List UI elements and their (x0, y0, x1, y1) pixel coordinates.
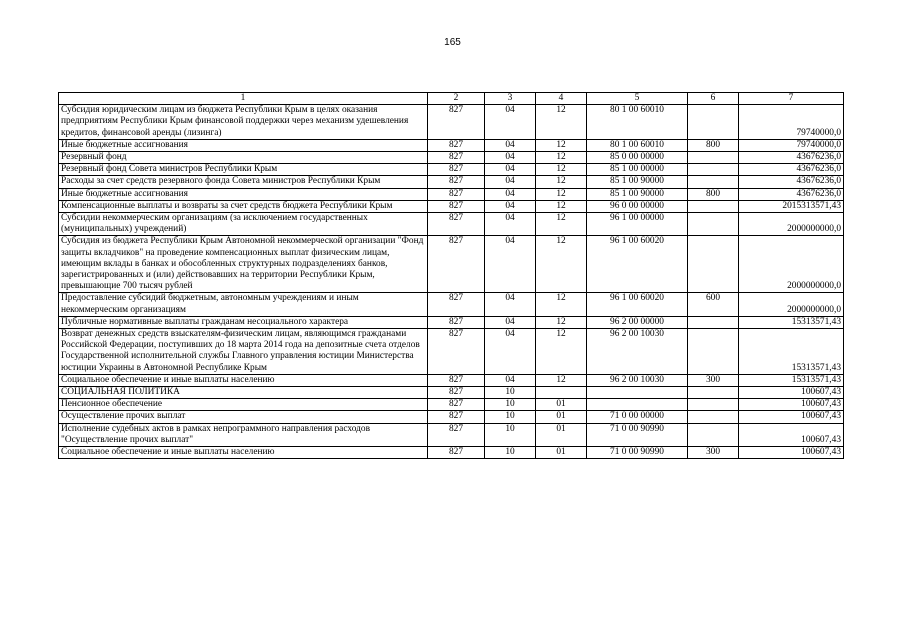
row-subsection-cell: 12 (536, 152, 587, 164)
row-subsection-cell: 12 (536, 188, 587, 200)
row-section-cell: 04 (485, 213, 536, 236)
row-amount-cell: 43676236,0 (739, 176, 844, 188)
row-amount-cell: 2015313571,43 (739, 200, 844, 212)
table-row (59, 316, 844, 328)
row-amount-cell: 100607,43 (739, 387, 844, 399)
row-subsection-cell (536, 387, 587, 399)
row-expense-type-cell: 800 (688, 139, 739, 151)
table-row (59, 411, 844, 423)
header-cell-5: 5 (587, 93, 688, 105)
row-ministry-code-cell: 827 (428, 316, 485, 328)
row-ministry-code-cell: 827 (428, 236, 485, 293)
row-ministry-code-cell: 827 (428, 411, 485, 423)
row-expense-type-cell: 300 (688, 447, 739, 459)
row-amount-cell: 43676236,0 (739, 152, 844, 164)
row-ministry-code-cell: 827 (428, 188, 485, 200)
table-row (59, 329, 844, 375)
row-name-cell: Предоставление субсидий бюджетным, автономным учреждениям и иным некоммерческим организациям (59, 293, 428, 316)
table-row (59, 447, 844, 459)
row-subsection-cell: 12 (536, 236, 587, 293)
row-section-cell: 04 (485, 105, 536, 140)
row-name-cell: Компенсационные выплаты и возвраты за счет средств бюджета Республики Крым (59, 200, 428, 212)
row-expense-type-cell (688, 399, 739, 411)
row-name-cell: Возврат денежных средств взыскателям-физическим лицам, являющимся гражданами Российской Федерации, поступивших до 18 марта 2014 года на депозитные счета отделов Государственной исполнительной службы Главного управления юстиции Министерства юстиции Украины в Автономной Республике Крым (59, 329, 428, 375)
row-section-cell: 04 (485, 139, 536, 151)
row-ministry-code-cell: 827 (428, 399, 485, 411)
row-target-article-cell: 96 1 00 00000 (587, 213, 688, 236)
row-name-cell: Резервный фонд (59, 152, 428, 164)
row-name-cell: Субсидии некоммерческим организациям (за исключением государственных (муниципальных) учреждений) (59, 213, 428, 236)
row-section-cell: 10 (485, 423, 536, 446)
row-expense-type-cell (688, 213, 739, 236)
row-expense-type-cell (688, 236, 739, 293)
row-expense-type-cell: 800 (688, 188, 739, 200)
row-ministry-code-cell: 827 (428, 176, 485, 188)
row-name-cell: Субсидия юридическим лицам из бюджета Республики Крым в целях оказания предприятиям Республики Крым финансовой поддержки через механизм удешевления кредитов, финансовой аренды (лизинга) (59, 105, 428, 140)
row-amount-cell: 100607,43 (739, 447, 844, 459)
row-target-article-cell: 71 0 00 90990 (587, 423, 688, 446)
row-name-cell: Социальное обеспечение и иные выплаты населению (59, 447, 428, 459)
row-subsection-cell: 12 (536, 293, 587, 316)
table-row (59, 236, 844, 293)
row-ministry-code-cell: 827 (428, 200, 485, 212)
row-section-cell: 04 (485, 188, 536, 200)
row-amount-cell: 79740000,0 (739, 139, 844, 151)
row-amount-cell: 100607,43 (739, 399, 844, 411)
row-section-cell: 04 (485, 152, 536, 164)
row-name-cell: Иные бюджетные ассигнования (59, 139, 428, 151)
row-expense-type-cell: 600 (688, 293, 739, 316)
row-ministry-code-cell: 827 (428, 139, 485, 151)
row-subsection-cell: 12 (536, 139, 587, 151)
row-expense-type-cell (688, 105, 739, 140)
row-target-article-cell: 80 1 00 60010 (587, 105, 688, 140)
row-section-cell: 04 (485, 176, 536, 188)
page-number: 165 (444, 37, 461, 48)
row-subsection-cell: 12 (536, 316, 587, 328)
row-expense-type-cell (688, 316, 739, 328)
row-expense-type-cell (688, 152, 739, 164)
row-section-cell: 10 (485, 447, 536, 459)
row-target-article-cell: 96 0 00 00000 (587, 200, 688, 212)
table-row (59, 399, 844, 411)
row-ministry-code-cell: 827 (428, 293, 485, 316)
row-amount-cell: 43676236,0 (739, 164, 844, 176)
row-target-article-cell: 96 1 00 60020 (587, 293, 688, 316)
row-section-cell: 04 (485, 236, 536, 293)
row-target-article-cell: 85 1 00 00000 (587, 164, 688, 176)
row-target-article-cell (587, 387, 688, 399)
row-expense-type-cell (688, 423, 739, 446)
row-amount-cell: 2000000000,0 (739, 293, 844, 316)
row-expense-type-cell (688, 411, 739, 423)
row-ministry-code-cell: 827 (428, 213, 485, 236)
header-cell-7: 7 (739, 93, 844, 105)
row-expense-type-cell: 300 (688, 374, 739, 386)
row-amount-cell: 2000000000,0 (739, 236, 844, 293)
row-subsection-cell: 12 (536, 213, 587, 236)
row-section-cell: 10 (485, 387, 536, 399)
row-subsection-cell: 12 (536, 374, 587, 386)
row-amount-cell: 100607,43 (739, 411, 844, 423)
row-expense-type-cell (688, 176, 739, 188)
row-ministry-code-cell: 827 (428, 447, 485, 459)
header-cell-6: 6 (688, 93, 739, 105)
table-row (59, 387, 844, 399)
row-section-cell: 10 (485, 411, 536, 423)
row-ministry-code-cell: 827 (428, 329, 485, 375)
row-target-article-cell: 71 0 00 90990 (587, 447, 688, 459)
row-name-cell: СОЦИАЛЬНАЯ ПОЛИТИКА (59, 387, 428, 399)
row-name-cell: Иные бюджетные ассигнования (59, 188, 428, 200)
row-subsection-cell: 01 (536, 423, 587, 446)
table-row (59, 213, 844, 236)
row-name-cell: Пенсионное обеспечение (59, 399, 428, 411)
row-amount-cell: 79740000,0 (739, 105, 844, 140)
row-subsection-cell: 12 (536, 164, 587, 176)
row-expense-type-cell (688, 387, 739, 399)
row-name-cell: Расходы за счет средств резервного фонда Совета министров Республики Крым (59, 176, 428, 188)
row-section-cell: 04 (485, 374, 536, 386)
row-ministry-code-cell: 827 (428, 374, 485, 386)
row-target-article-cell (587, 399, 688, 411)
row-subsection-cell: 12 (536, 329, 587, 375)
table-row (59, 200, 844, 212)
row-expense-type-cell (688, 164, 739, 176)
row-amount-cell: 43676236,0 (739, 188, 844, 200)
header-cell-3: 3 (485, 93, 536, 105)
header-cell-4: 4 (536, 93, 587, 105)
row-target-article-cell: 80 1 00 60010 (587, 139, 688, 151)
row-target-article-cell: 96 2 00 00000 (587, 316, 688, 328)
row-target-article-cell: 96 2 00 10030 (587, 329, 688, 375)
table-row (59, 176, 844, 188)
row-amount-cell: 15313571,43 (739, 329, 844, 375)
row-target-article-cell: 71 0 00 00000 (587, 411, 688, 423)
row-amount-cell: 15313571,43 (739, 316, 844, 328)
row-name-cell: Исполнение судебных актов в рамках непрограммного направления расходов "Осуществление прочих выплат" (59, 423, 428, 446)
row-ministry-code-cell: 827 (428, 387, 485, 399)
row-name-cell: Субсидия из бюджета Республики Крым Автономной некоммерческой организации "Фонд защиты вкладчиков" на проведение компенсационных выплат физическим лицам, имеющим вклады в банках и обособленных структурных подразделениях банков, зарегистрированных и (или) действовавших на территории Республики Крым, превышающие 700 тысяч рублей (59, 236, 428, 293)
table-row (59, 139, 844, 151)
row-subsection-cell: 12 (536, 105, 587, 140)
row-target-article-cell: 96 1 00 60020 (587, 236, 688, 293)
row-section-cell: 10 (485, 399, 536, 411)
row-amount-cell: 2000000000,0 (739, 213, 844, 236)
row-target-article-cell: 85 1 00 90000 (587, 188, 688, 200)
row-amount-cell: 15313571,43 (739, 374, 844, 386)
row-name-cell: Публичные нормативные выплаты гражданам несоциального характера (59, 316, 428, 328)
row-section-cell: 04 (485, 200, 536, 212)
row-target-article-cell: 96 2 00 10030 (587, 374, 688, 386)
header-cell-1: 1 (59, 93, 428, 105)
row-expense-type-cell (688, 329, 739, 375)
row-ministry-code-cell: 827 (428, 152, 485, 164)
row-subsection-cell: 01 (536, 447, 587, 459)
row-ministry-code-cell: 827 (428, 423, 485, 446)
row-subsection-cell: 01 (536, 399, 587, 411)
budget-table (58, 92, 844, 459)
row-ministry-code-cell: 827 (428, 164, 485, 176)
table-row (59, 293, 844, 316)
table-row (59, 105, 844, 140)
row-subsection-cell: 12 (536, 176, 587, 188)
row-expense-type-cell (688, 200, 739, 212)
row-name-cell: Осуществление прочих выплат (59, 411, 428, 423)
table-row (59, 188, 844, 200)
row-name-cell: Социальное обеспечение и иные выплаты населению (59, 374, 428, 386)
row-section-cell: 04 (485, 293, 536, 316)
row-section-cell: 04 (485, 164, 536, 176)
row-subsection-cell: 12 (536, 200, 587, 212)
table-row (59, 423, 844, 446)
row-amount-cell: 100607,43 (739, 423, 844, 446)
header-cell-2: 2 (428, 93, 485, 105)
row-name-cell: Резервный фонд Совета министров Республики Крым (59, 164, 428, 176)
table-row (59, 152, 844, 164)
table-header-row (59, 93, 844, 105)
row-target-article-cell: 85 1 00 90000 (587, 176, 688, 188)
row-ministry-code-cell: 827 (428, 105, 485, 140)
row-section-cell: 04 (485, 329, 536, 375)
row-section-cell: 04 (485, 316, 536, 328)
row-subsection-cell: 01 (536, 411, 587, 423)
table-row (59, 374, 844, 386)
table-row (59, 164, 844, 176)
row-target-article-cell: 85 0 00 00000 (587, 152, 688, 164)
